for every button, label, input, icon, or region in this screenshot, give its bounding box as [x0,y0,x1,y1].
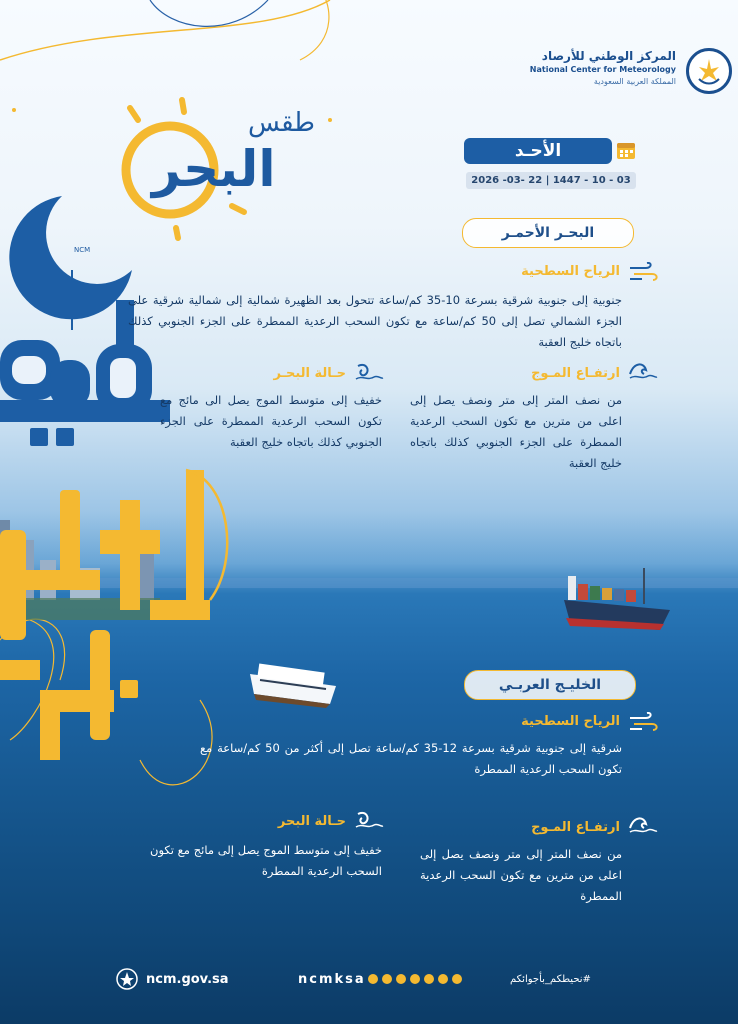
calendar-icon [616,140,636,160]
snapchat-icon[interactable] [396,974,406,984]
wave-icon [628,814,658,834]
emblem-icon [686,48,732,94]
social-handle[interactable]: ncmksa [298,972,366,987]
sea-state-icon [354,362,384,382]
red-sea-waves-title: ارتفـاع المـوج [531,366,620,381]
ncm-mark: NCM [74,246,91,254]
red-sea-label: البحـر الأحمـر [462,218,634,248]
hashtag: #نحيطكم_بأجوائكم [510,974,591,985]
gulf-waves-title: ارتفـاع المـوج [531,820,620,835]
title-small: طقس [248,108,315,138]
whatsapp-icon[interactable] [452,974,462,984]
org-name-ar: المركز الوطني للأرصاد [541,49,676,63]
gulf-waves-text: من نصف المتر إلى متر ونصف يصل إلى اعلى من مترين مع تكون السحب الرعدية الممطرة [420,847,622,903]
gulf-sea-text: خفيف إلى متوسط الموج يصل إلى مائج مع تكون السحب الرعدية الممطرة [150,843,382,878]
website-link[interactable]: ncm.gov.sa [146,972,229,987]
gulf-sea-title: حـالة البحر [277,814,346,829]
org-name-en: National Center for Meteorology [529,65,676,74]
ferry-boat [246,656,344,710]
red-sea-sea-text: خفيف إلى متوسط الموج يصل الى مائج مع تكون السحب الرعدية الممطرة على الجزء الجنوبي كذلك باتجاه خليج العقبة [160,393,382,449]
wind-icon [628,262,658,282]
red-sea-winds-title: الرياح السطحية [521,264,620,279]
title-big: البحر [152,140,276,198]
ncm-small-logo-icon [116,968,138,990]
wave-icon [628,360,658,380]
wind-icon [628,712,658,732]
date-bar: 2026 -03- 22 | 1447 - 10 - 03 [466,172,636,189]
day-name: الأحـد [464,138,612,164]
container-ship [560,562,676,634]
instagram-icon[interactable] [410,974,420,984]
gulf-winds-text: شرقية إلى جنوبية شرقية بسرعة 12-35 كم/ساعة تصل إلى أكثر من 50 كم/ساعة مع تكون السحب الرعدية الممطرة [200,741,623,776]
gulf-winds-title: الرياح السطحية [521,714,620,729]
red-sea-winds-text: جنوبية إلى جنوبية شرقية بسرعة 10-35 كم/ساعة تتحول بعد الظهيرة شمالية إلى شمالية شرقية على الجزء الشمالي تصل إلى 50 كم/ساعة مع تكون السحب الرعدية الممطرة على الجزء الجنوبي كذلك باتجاه خليج العقبة [128,293,622,349]
youtube-icon[interactable] [382,974,392,984]
red-sea-sea-title: حـالة البحـر [273,366,346,381]
sea-state-icon [354,810,384,830]
ncm-logo [476,48,676,88]
gulf-label: الخليـج العربـي [464,670,636,700]
country-name: المملكة العربية السعودية [593,77,676,86]
red-sea-waves-text: من نصف المتر إلى متر ونصف يصل إلى اعلى من مترين مع تكون السحب الرعدية الممطرة على الجزء الجنوبي كذلك باتجاه خليج العقبة [410,393,622,470]
footer [0,960,738,1000]
linkedin-icon[interactable] [424,974,434,984]
x-icon[interactable] [368,974,378,984]
facebook-icon[interactable] [438,974,448,984]
